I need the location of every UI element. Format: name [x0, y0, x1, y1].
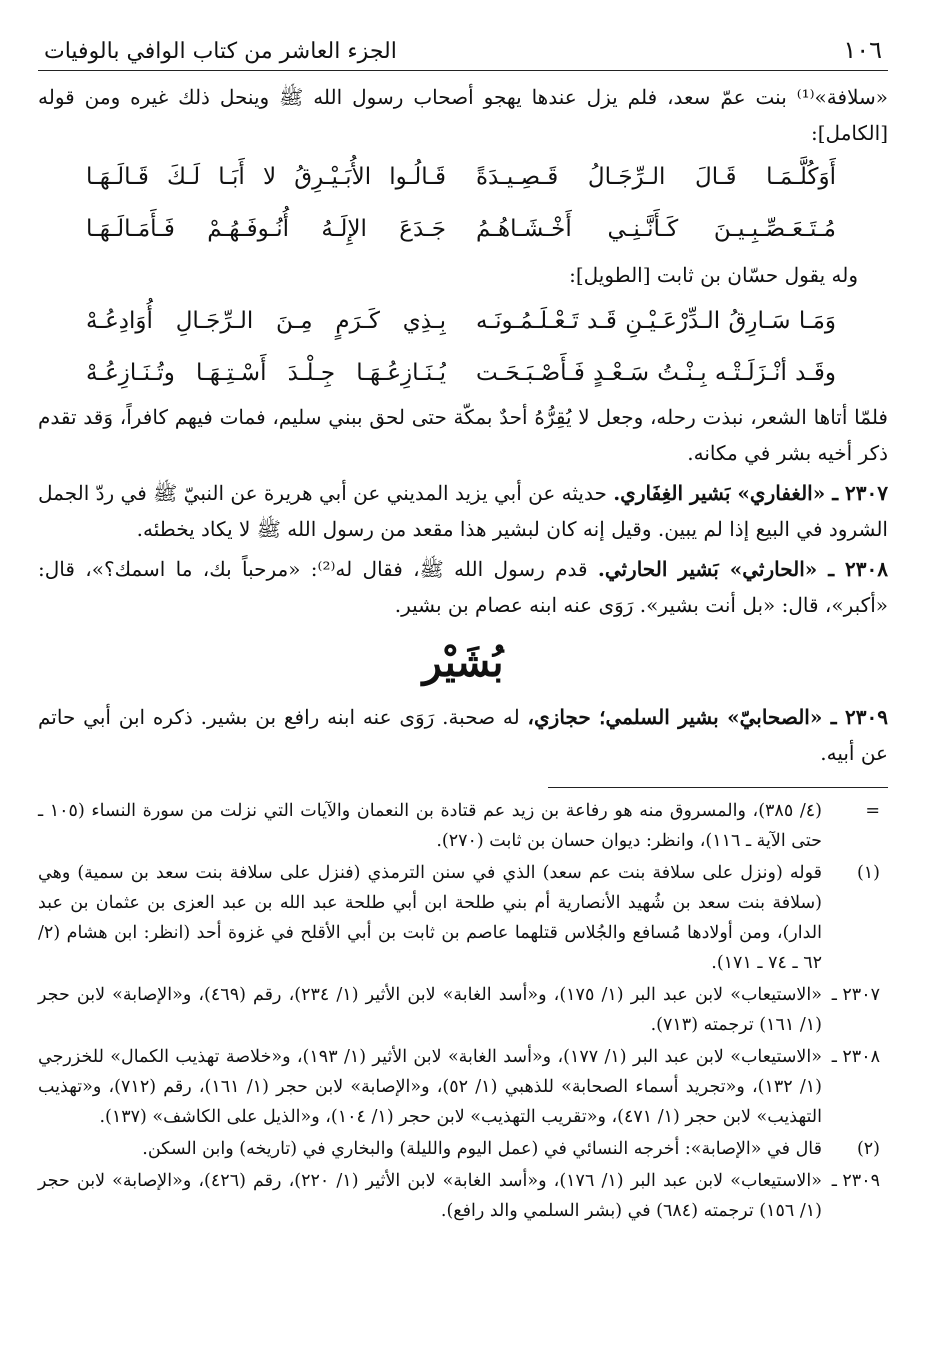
header-rule: [38, 70, 888, 71]
section-title: بُشَيْر: [422, 639, 504, 686]
verse-line: [38, 347, 888, 399]
entry-2307: [38, 475, 888, 547]
footnote-text: قال في «الإصابة»: أخرجه النسائي في (عمل اليوم والليلة) والبخاري في (تاريخه) وابن السكن.: [142, 1139, 822, 1159]
verse-hemistich-right: وقَـد أنْـزَلَـتْـه بِـنْـتُ سَـعْـدٍ فَـأَصْـبَـحَـت: [476, 360, 836, 386]
intro-paragraph: «سلافة»⁽¹⁾ بنت عمّ سعد، فلم يزل عندها يهجو أصحاب رسول الله ﷺ وينحل ذلك غيره ومن قوله [الكامل]:: [38, 85, 888, 145]
footnote: [38, 980, 888, 1040]
verse-hemistich-right: مُـتَـعَـصِّـبِـيـنَ كَـأَنَّـنِـي أَخْـشَـاهُـمُ: [476, 216, 836, 242]
verse-hemistich-right: وَمَـا سَـارِقُ الـدِّرْعَـيْـنِ قَـد تَـعْـلَـمُـونَـه: [476, 308, 836, 334]
footnote-marker: (١): [856, 863, 880, 883]
footnote-marker: ٢٣٠٩ ـ: [831, 1171, 880, 1191]
poem-tawil: [38, 295, 888, 399]
footnote-text: «الاستيعاب» لابن عبد البر (١/ ١٧٥)، و«أسد الغابة» لابن الأثير (١/ ٢٣٤)، رقم (٤٦٩)، و«الإصابة» لابن حجر (١/ ١٦١) ترجمته (٧١٣).: [38, 985, 822, 1035]
footnote-text: «الاستيعاب» لابن عبد البر (١/ ١٧٦)، و«أسد الغابة» لابن الأثير (١/ ٢٢٠)، رقم (٤٢٦)، و«الإصابة» لابن حجر (١/ ١٥٦) ترجمته (٦٨٤) في (بشر السلمي والد رافع).: [38, 1171, 822, 1221]
verse-hemistich-left: بِـذِي كَـرَمٍ مِـنَ الـرِّجَـالِ أُوَادِعُـهْ: [86, 308, 446, 334]
page-header: [38, 36, 888, 70]
footnote-text: (٤/ ٣٨٥)، والمسروق منه هو رفاعة بن زيد عم قتادة بن النعمان والآيات التي نزلت من سورة النساء (١٠٥ ـ حتى الآية ـ ١١٦)، وانظر: ديوان حسان بن ثابت (٢٧٠).: [38, 801, 822, 851]
footnote-separator: [548, 787, 888, 788]
footnote-text: قوله (ونزل على سلافة بنت عم سعد) الذي في سنن الترمذي (فنزل على سلافة بنت سعد بن سمية) وهي (سلافة بنت سعد بن شُهيد الأنصارية أم بني طلحة ابن أبي طلحة عبد الله بن عبد العزى بن عثمان بن عبد الدار)، ومن أولادها مُسافع والجُلاس قتلهما عاصم بن ثابت بن أبي الأقلح في غزوة أحد (انظر: ابن هشام (٢/ ٦٢ ـ ٧٤ ـ ١٧١).: [38, 863, 822, 973]
page-number: ١٠٦: [843, 36, 882, 64]
footnote-marker: =: [865, 801, 880, 821]
footnote: [38, 796, 888, 856]
footnote: [38, 1042, 888, 1132]
verse-line: [38, 203, 888, 255]
footnote-marker: (٢): [856, 1139, 880, 1159]
entry-heading: ٢٣٠٩ ـ «الصحابيّ» بشير السلمي؛ حجازي،: [527, 705, 888, 729]
entry-text: له صحبة. رَوَى عنه ابنه رافع بن بشير. ذكره ابن أبي حاتم عن أبيه.: [38, 705, 888, 765]
entry-text: قدم رسول الله ﷺ، فقال له⁽²⁾: «مرحباً بك، ما اسمك؟»، قال: «أكبر»، قال: «بل أنت بشير». رَوَى عنه ابنه عصام بن بشير.: [38, 557, 888, 617]
entry-heading: ٢٣٠٧ ـ «الغفاري» بَشير الغِفَاري.: [613, 481, 888, 505]
entry-text: حديثه عن أبي يزيد المديني عن أبي هريرة عن النبيّ ﷺ في ردّ الجمل الشرود في البيع إذا لم يبين. وقيل إنه كان لبشير هذا مقعد من رسول الله ﷺ لا يكاد يخطئه.: [38, 481, 888, 541]
verse-line: [38, 295, 888, 347]
poem-kamil: [38, 151, 888, 255]
footnote: [38, 1134, 888, 1164]
verse-hemistich-left: قَـالُـوا الأُبَـيْـرِقُ لا أَبَـا لَـكَ قَـالَـهَـا: [86, 164, 446, 190]
running-title: الجزء العاشر من كتاب الوافي بالوفيات: [44, 39, 397, 64]
poem2-intro: وله يقول حسّان بن ثابت [الطويل]:: [569, 263, 858, 287]
after-poem-paragraph: فلمّا أتاها الشعر، نبذت رحله، وجعل لا يُقِرُّهُ أحدٌ بمكّة حتى لحق ببني سليم، فمات فيهم كافراً، وَقد تقدم ذكر أخيه بشر في مكانه.: [38, 405, 888, 465]
footnote: [38, 858, 888, 978]
footnote: [38, 1166, 888, 1226]
footnotes: [38, 796, 888, 1226]
verse-hemistich-right: أَوَكُلَّـمَـا قَـالَ الـرِّجَـالُ قَـصِـيـدَةً: [476, 164, 836, 190]
entry-heading: ٢٣٠٨ ـ «الحارثي» بَشير الحارثي.: [597, 557, 888, 581]
verse-line: [38, 151, 888, 203]
entry-2309: [38, 699, 888, 771]
footnote-marker: ٢٣٠٨ ـ: [831, 1047, 880, 1067]
entry-2308: [38, 551, 888, 623]
footnote-text: «الاستيعاب» لابن عبد البر (١/ ١٧٧)، و«أسد الغابة» لابن الأثير (١/ ١٩٣)، و«خلاصة تهذيب الكمال» للخزرجي (١/ ١٣٢)، و«تجريد أسماء الصحابة» للذهبي (١/ ٥٢)، و«الإصابة» لابن حجر (١/ ١٦١)، رقم (٧١٢)، و«تهذيب التهذيب» لابن حجر (١/ ٤٧١)، و«تقريب التهذيب» لابن حجر (١/ ١٠٤)، و«الذيل على الكاشف» (١٣٧).: [38, 1047, 822, 1127]
book-page: [38, 36, 888, 1228]
verse-hemistich-left: جَـدَعَ الإِلَـهُ أُنُـوفَـهُـمْ فَـأَمَـالَـهَـا: [86, 216, 446, 242]
verse-hemistich-left: يُـنَـازِعُـهَـا جِـلْـدَ أَسْـتِـهَـا وتُـنَـازِعُـهْ: [86, 360, 446, 386]
footnote-marker: ٢٣٠٧ ـ: [831, 985, 880, 1005]
